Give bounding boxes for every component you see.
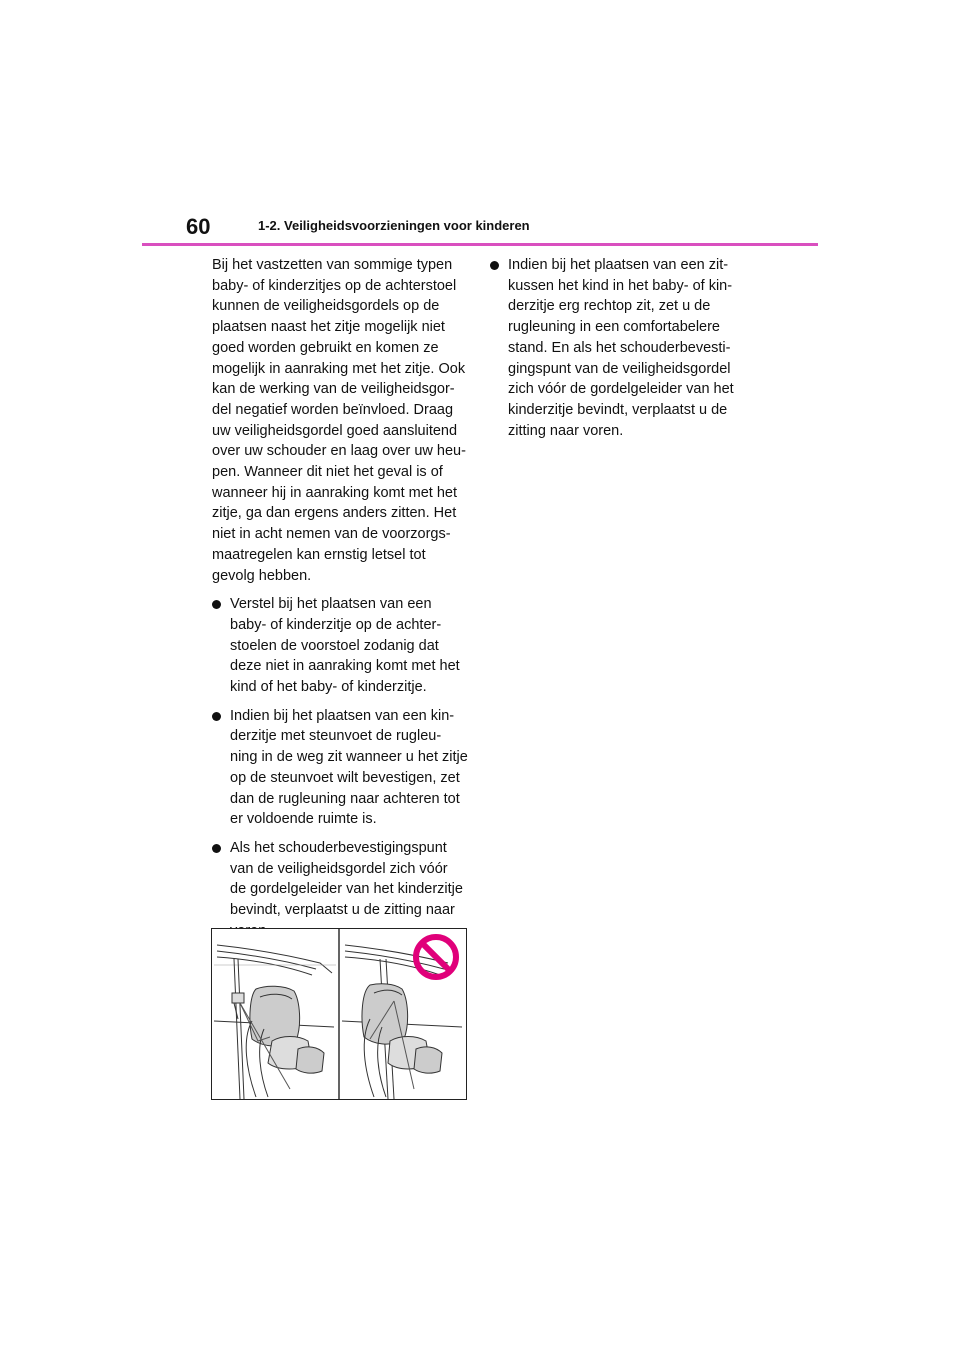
- bullet-line: Indien bij het plaatsen van een kin-: [230, 707, 455, 724]
- right-column: [490, 255, 748, 449]
- bullet-line: kind of het baby- of kinderzitje.: [230, 679, 427, 696]
- intro-line: over uw schouder en laag over uw heu-: [212, 443, 466, 460]
- intro-line: kunnen de veiligheidsgordels op de: [212, 298, 440, 315]
- page-number: 60: [186, 214, 211, 239]
- intro-line: niet in acht nemen van de voorzorgs-: [212, 526, 451, 543]
- intro-line: mogelijk in aanraking met het zitje. Ook: [212, 360, 466, 377]
- bullet-item: [212, 706, 474, 830]
- bullet-line: baby- of kinderzitje op de achter-: [230, 616, 442, 633]
- bullet-line: gingspunt van de veiligheidsgordel: [508, 360, 731, 377]
- bullet-line: rugleuning in een comfortabelere: [508, 319, 720, 336]
- bullet-line: stoelen de voorstoel zodanig dat: [230, 637, 439, 654]
- bullet-line: zitting naar voren.: [508, 422, 624, 439]
- bullet-item: [212, 838, 474, 942]
- bullet-line: stand. En als het schouderbevesti-: [508, 339, 731, 356]
- bullet-line: op de steunvoet wilt bevestigen, zet: [230, 769, 460, 786]
- bullet-dot-icon: [212, 844, 221, 853]
- intro-paragraph: [212, 255, 474, 586]
- intro-line: zitje, ga dan ergens anders zitten. Het: [212, 505, 457, 522]
- bullet-line: Als het schouderbevestigingspunt: [230, 839, 447, 856]
- bullet-line: kinderzitje bevindt, verplaatst u de: [508, 401, 728, 418]
- bullet-item: [490, 255, 748, 441]
- bullet-dot-icon: [490, 261, 499, 270]
- header-divider: [142, 243, 818, 246]
- bullet-line: Verstel bij het plaatsen van een: [230, 596, 432, 613]
- bullet-dot-icon: [212, 712, 221, 721]
- bullet-line: derzitje erg rechtop zit, zet u de: [508, 298, 711, 315]
- intro-line: kan de werking van de veiligheidsgor-: [212, 381, 455, 398]
- intro-line: baby- of kinderzitjes op de achterstoel: [212, 277, 457, 294]
- bullet-item: [212, 594, 474, 698]
- child-seat-illustration: [211, 928, 467, 1100]
- left-column: [212, 255, 474, 950]
- bullet-line: dan de rugleuning naar achteren tot: [230, 790, 460, 807]
- bullet-dot-icon: [212, 600, 221, 609]
- correct-seat-position: [214, 945, 336, 1099]
- bullet-line: bevindt, verplaatst u de zitting naar: [230, 902, 455, 919]
- bullet-line: Indien bij het plaatsen van een zit-: [508, 257, 729, 273]
- intro-line: goed worden gebruikt en komen ze: [212, 339, 439, 356]
- bullet-line: derzitje met steunvoet de rugleu-: [230, 728, 442, 745]
- bullet-line: ning in de weg zit wanneer u het zitje: [230, 749, 468, 766]
- intro-line: pen. Wanneer dit niet het geval is of: [212, 464, 443, 481]
- intro-line: plaatsen naast het zitje mogelijk niet: [212, 319, 445, 336]
- intro-line: maatregelen kan ernstig letsel tot: [212, 546, 426, 563]
- intro-line: wanneer hij in aanraking komt met het: [212, 484, 458, 501]
- intro-line: Bij het vastzetten van sommige typen: [212, 257, 453, 273]
- bullet-line: deze niet in aanraking komt met het: [230, 658, 460, 675]
- right-bullet-list: [490, 255, 748, 441]
- bullet-line: kussen het kind in het baby- of kin-: [508, 277, 733, 294]
- bullet-line: zich vóór de gordelgeleider van het: [508, 381, 734, 398]
- intro-line: uw veiligheidsgordel goed aansluitend: [212, 422, 458, 439]
- left-bullet-list: [212, 594, 474, 941]
- seat-belt-figure: [212, 929, 466, 1099]
- section-title: 1-2. Veiligheidsvoorzieningen voor kinderen: [258, 218, 530, 233]
- intro-line: gevolg hebben.: [212, 567, 312, 584]
- bullet-line: de gordelgeleider van het kinderzitje: [230, 881, 463, 898]
- intro-line: del negatief worden beïnvloed. Draag: [212, 401, 454, 418]
- bullet-line: er voldoende ruimte is.: [230, 811, 377, 828]
- bullet-line: van de veiligheidsgordel zich vóór: [230, 860, 448, 877]
